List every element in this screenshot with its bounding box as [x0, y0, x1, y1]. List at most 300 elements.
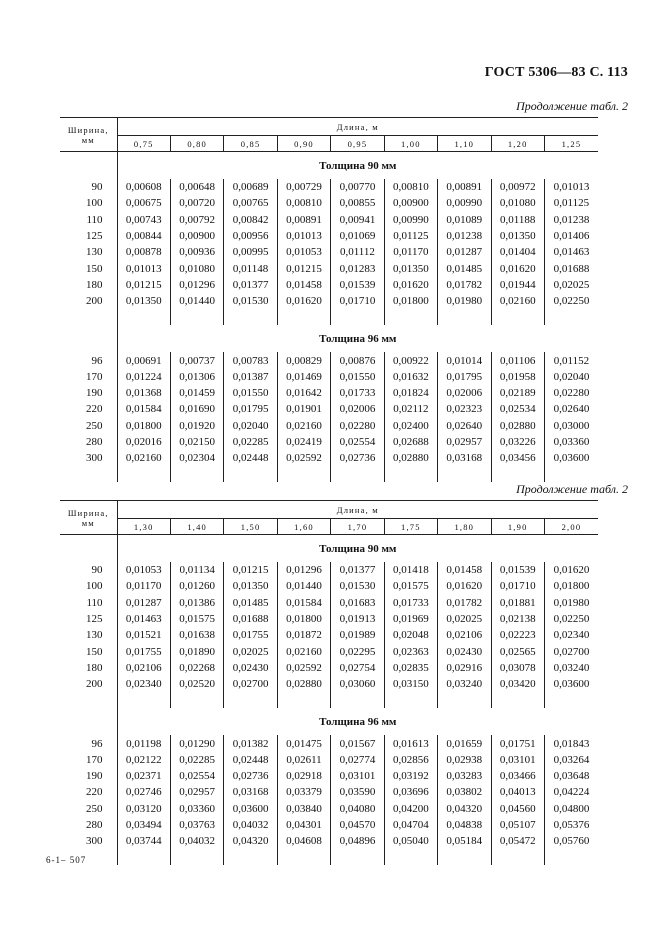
- volume-cell: 0,01800: [384, 293, 437, 309]
- volume-cell: 0,02006: [438, 385, 491, 401]
- table-1-continuation-label: Продолжение табл. 2: [516, 99, 628, 113]
- volume-cell: 0,00765: [224, 195, 277, 211]
- length-value: 0,85: [224, 136, 277, 152]
- volume-cell: 0,01659: [438, 735, 491, 751]
- volume-cell: 0,01620: [491, 260, 544, 276]
- volume-cell: 0,03192: [384, 768, 437, 784]
- volume-cell: 0,02285: [224, 434, 277, 450]
- volume-cell: 0,05107: [491, 817, 544, 833]
- volume-cell: 0,02363: [384, 643, 437, 659]
- volume-cell: 0,01463: [117, 611, 170, 627]
- volume-cell: 0,04560: [491, 801, 544, 817]
- volume-cell: 0,01710: [491, 578, 544, 594]
- volume-cell: 0,02880: [491, 418, 544, 434]
- volume-cell: 0,02700: [553, 645, 590, 658]
- header-row: [60, 118, 598, 136]
- volume-cell: 0,02400: [384, 418, 437, 434]
- volume-cell: 0,02534: [491, 401, 544, 417]
- width-cell: 110: [60, 212, 117, 228]
- volume-cell: 0,00844: [117, 228, 170, 244]
- volume-cell: 0,03264: [553, 753, 590, 766]
- volume-cell: 0,03168: [224, 784, 277, 800]
- length-value: 1,50: [224, 519, 277, 535]
- volume-cell: 0,01287: [438, 244, 491, 260]
- volume-cell: 0,01620: [438, 578, 491, 594]
- volume-cell: 0,01106: [491, 352, 544, 368]
- table-row: [60, 801, 598, 817]
- volume-cell: 0,00810: [384, 179, 437, 195]
- volume-cell: 0,03240: [438, 676, 491, 692]
- volume-cell: 0,02122: [117, 752, 170, 768]
- volume-cell: 0,02640: [438, 418, 491, 434]
- volume-cell: 0,04032: [224, 817, 277, 833]
- volume-cell: 0,03590: [331, 784, 384, 800]
- volume-cell: 0,00675: [117, 195, 170, 211]
- width-label: Ширина,: [67, 507, 109, 518]
- volume-cell: 0,04320: [438, 801, 491, 817]
- length-header: Длина, м: [117, 118, 598, 136]
- volume-cell: 0,04224: [553, 786, 590, 799]
- volume-cell: 0,00936: [170, 244, 223, 260]
- width-cell: 250: [60, 801, 117, 817]
- section-heading-row: [60, 325, 598, 352]
- volume-cell: 0,01125: [384, 228, 437, 244]
- width-unit: мм: [81, 517, 95, 528]
- volume-cell: 0,01198: [117, 735, 170, 751]
- length-header: Длина, м: [117, 501, 598, 519]
- volume-cell: 0,01824: [384, 385, 437, 401]
- table-row: [60, 179, 598, 195]
- section-title: Толщина 90 мм: [319, 159, 397, 172]
- volume-cell: 0,01053: [117, 562, 170, 578]
- volume-cell: 0,01620: [553, 564, 590, 577]
- width-cell: 96: [60, 352, 117, 368]
- length-value: 0,80: [170, 136, 223, 152]
- section-title: Толщина 90 мм: [319, 542, 397, 555]
- volume-cell: 0,00689: [224, 179, 277, 195]
- volume-cell: 0,01125: [553, 197, 590, 210]
- volume-cell: 0,03101: [331, 768, 384, 784]
- volume-cell: 0,02016: [117, 434, 170, 450]
- volume-cell: 0,03150: [384, 676, 437, 692]
- volume-cell: 0,01112: [331, 244, 384, 260]
- width-cell: 100: [60, 195, 117, 211]
- length-values-row: [60, 136, 598, 152]
- section-heading-row: [60, 152, 598, 180]
- volume-cell: 0,04704: [384, 817, 437, 833]
- volume-cell: 0,01013: [277, 228, 330, 244]
- volume-cell: 0,01795: [224, 401, 277, 417]
- volume-cell: 0,00922: [384, 352, 437, 368]
- volume-cell: 0,01290: [170, 735, 223, 751]
- width-cell: 300: [60, 450, 117, 466]
- volume-cell: 0,00995: [224, 244, 277, 260]
- table-row: [60, 385, 598, 401]
- width-cell: 150: [60, 643, 117, 659]
- volume-cell: 0,02736: [224, 768, 277, 784]
- volume-cell: 0,01238: [438, 228, 491, 244]
- width-cell: 130: [60, 627, 117, 643]
- section-heading-row: [60, 708, 598, 735]
- volume-cell: 0,04570: [331, 817, 384, 833]
- volume-cell: 0,01584: [117, 401, 170, 417]
- table-row: [60, 611, 598, 627]
- table-row: [60, 195, 598, 211]
- volume-cell: 0,01755: [117, 643, 170, 659]
- volume-cell: 0,03648: [553, 770, 590, 783]
- volume-cell: 0,04032: [170, 833, 223, 849]
- volume-cell: 0,01901: [277, 401, 330, 417]
- width-header: [60, 118, 117, 152]
- volume-cell: 0,02754: [331, 660, 384, 676]
- volume-cell: 0,00878: [117, 244, 170, 260]
- length-value: 1,80: [438, 519, 491, 535]
- volume-cell: 0,03466: [491, 768, 544, 784]
- volume-cell: 0,01306: [170, 369, 223, 385]
- table-row: [60, 752, 598, 768]
- width-cell: 96: [60, 735, 117, 751]
- volume-cell: 0,02419: [277, 434, 330, 450]
- volume-cell: 0,01800: [117, 418, 170, 434]
- volume-cell: 0,01539: [331, 277, 384, 293]
- volume-cell: 0,03600: [553, 452, 590, 465]
- table-row: [60, 768, 598, 784]
- table-2-continuation-label: Продолжение табл. 2: [516, 482, 628, 496]
- volume-cell: 0,04800: [553, 802, 590, 815]
- volume-cell: 0,03226: [491, 434, 544, 450]
- volume-cell: 0,00792: [170, 212, 223, 228]
- volume-cell: 0,01014: [438, 352, 491, 368]
- volume-cell: 0,01989: [331, 627, 384, 643]
- volume-cell: 0,02340: [553, 629, 590, 642]
- volume-cell: 0,01089: [438, 212, 491, 228]
- volume-cell: 0,01800: [553, 580, 590, 593]
- table-row: [60, 434, 598, 450]
- volume-cell: 0,02160: [491, 293, 544, 309]
- volume-cell: 0,01980: [438, 293, 491, 309]
- volume-cell: 0,02938: [438, 752, 491, 768]
- volume-cell: 0,01920: [170, 418, 223, 434]
- volume-cell: 0,01418: [384, 562, 437, 578]
- header-row: [60, 501, 598, 519]
- volume-cell: 0,02025: [224, 643, 277, 659]
- volume-cell: 0,01170: [117, 578, 170, 594]
- width-cell: 125: [60, 228, 117, 244]
- volume-cell: 0,02430: [438, 643, 491, 659]
- table-row: [60, 277, 598, 293]
- width-cell: 170: [60, 369, 117, 385]
- section-title: Толщина 96 мм: [319, 715, 397, 728]
- volume-cell: 0,02223: [491, 627, 544, 643]
- volume-cell: 0,02520: [170, 676, 223, 692]
- volume-cell: 0,05760: [553, 835, 590, 848]
- length-value: 1,60: [277, 519, 330, 535]
- volume-cell: 0,02160: [277, 418, 330, 434]
- width-cell: 200: [60, 293, 117, 309]
- volume-cell: 0,01377: [224, 277, 277, 293]
- volume-cell: 0,01069: [331, 228, 384, 244]
- volume-cell: 0,03420: [491, 676, 544, 692]
- volume-cell: 0,03000: [553, 419, 590, 432]
- volume-cell: 0,01688: [224, 611, 277, 627]
- width-label: Ширина,: [67, 124, 109, 135]
- volume-cell: 0,02138: [491, 611, 544, 627]
- volume-cell: 0,02250: [553, 613, 590, 626]
- volume-cell: 0,02688: [384, 434, 437, 450]
- table-row: [60, 784, 598, 800]
- width-cell: 180: [60, 660, 117, 676]
- volume-cell: 0,01224: [117, 369, 170, 385]
- volume-cell: 0,02700: [224, 676, 277, 692]
- width-header: [60, 501, 117, 535]
- length-value: 0,95: [331, 136, 384, 152]
- volume-cell: 0,01944: [491, 277, 544, 293]
- volume-cell: 0,01550: [331, 369, 384, 385]
- volume-cell: 0,02295: [331, 643, 384, 659]
- volume-cell: 0,01382: [224, 735, 277, 751]
- volume-cell: 0,02957: [438, 434, 491, 450]
- volume-cell: 0,03240: [553, 661, 590, 674]
- volume-cell: 0,01215: [224, 562, 277, 578]
- volume-cell: 0,03763: [170, 817, 223, 833]
- volume-cell: 0,01013: [117, 260, 170, 276]
- volume-cell: 0,00829: [277, 352, 330, 368]
- volume-cell: 0,00990: [384, 212, 437, 228]
- volume-cell: 0,05472: [491, 833, 544, 849]
- table-row: [60, 817, 598, 833]
- volume-cell: 0,02774: [331, 752, 384, 768]
- volume-cell: 0,02880: [384, 450, 437, 466]
- spacer-row: [60, 466, 598, 482]
- volume-cell: 0,01485: [438, 260, 491, 276]
- volume-cell: 0,01843: [553, 737, 590, 750]
- volume-cell: 0,01350: [117, 293, 170, 309]
- width-cell: 90: [60, 562, 117, 578]
- volume-cell: 0,00720: [170, 195, 223, 211]
- section-title: Толщина 96 мм: [319, 332, 397, 345]
- width-cell: 200: [60, 676, 117, 692]
- volume-cell: 0,01690: [170, 401, 223, 417]
- width-cell: 90: [60, 179, 117, 195]
- volume-cell: 0,02880: [277, 676, 330, 692]
- volume-cell: 0,01539: [491, 562, 544, 578]
- length-value: 1,70: [331, 519, 384, 535]
- volume-cell: 0,01800: [277, 611, 330, 627]
- length-value: 1,00: [384, 136, 437, 152]
- volume-cell: 0,01782: [438, 595, 491, 611]
- volume-cell: 0,02025: [553, 278, 590, 291]
- table-row: [60, 260, 598, 276]
- volume-cell: 0,01152: [553, 354, 590, 367]
- volume-cell: 0,02150: [170, 434, 223, 450]
- volume-cell: 0,00990: [438, 195, 491, 211]
- table-row: [60, 401, 598, 417]
- volume-cell: 0,01386: [170, 595, 223, 611]
- volume-cell: 0,01575: [384, 578, 437, 594]
- length-value: 2,00: [544, 519, 598, 535]
- volume-cell: 0,01469: [277, 369, 330, 385]
- volume-cell: 0,01080: [491, 195, 544, 211]
- volume-cell: 0,01458: [438, 562, 491, 578]
- volume-cell: 0,02304: [170, 450, 223, 466]
- volume-cell: 0,03744: [117, 833, 170, 849]
- volume-cell: 0,04301: [277, 817, 330, 833]
- volume-cell: 0,00737: [170, 352, 223, 368]
- volume-cell: 0,01613: [384, 735, 437, 751]
- volume-cell: 0,01485: [224, 595, 277, 611]
- length-value: 1,40: [170, 519, 223, 535]
- volume-cell: 0,03840: [277, 801, 330, 817]
- volume-cell: 0,01463: [553, 246, 590, 259]
- volume-cell: 0,04608: [277, 833, 330, 849]
- length-value: 1,75: [384, 519, 437, 535]
- volume-cell: 0,01053: [277, 244, 330, 260]
- volume-cell: 0,01406: [553, 230, 590, 243]
- volume-cell: 0,00891: [277, 212, 330, 228]
- table-row: [60, 369, 598, 385]
- volume-cell: 0,01013: [553, 181, 590, 194]
- volume-cell: 0,01260: [170, 578, 223, 594]
- volume-cell: 0,04080: [331, 801, 384, 817]
- volume-cell: 0,01404: [491, 244, 544, 260]
- volume-cell: 0,01642: [277, 385, 330, 401]
- volume-cell: 0,01733: [384, 595, 437, 611]
- table-row: [60, 595, 598, 611]
- width-cell: 150: [60, 260, 117, 276]
- width-cell: 280: [60, 434, 117, 450]
- length-value: 1,10: [438, 136, 491, 152]
- volume-cell: 0,01287: [117, 595, 170, 611]
- volume-cell: 0,02371: [117, 768, 170, 784]
- volume-cell: 0,01620: [277, 293, 330, 309]
- volume-cell: 0,01567: [331, 735, 384, 751]
- volume-cell: 0,02040: [553, 370, 590, 383]
- volume-cell: 0,01458: [277, 277, 330, 293]
- table-row: [60, 643, 598, 659]
- length-value: 0,90: [277, 136, 330, 152]
- length-value: 1,25: [544, 136, 598, 152]
- volume-cell: 0,03060: [331, 676, 384, 692]
- volume-cell: 0,03101: [491, 752, 544, 768]
- table-row: [60, 244, 598, 260]
- table-row: [60, 212, 598, 228]
- table-row: [60, 418, 598, 434]
- volume-cell: 0,02189: [491, 385, 544, 401]
- volume-cell: 0,02285: [170, 752, 223, 768]
- volume-cell: 0,03802: [438, 784, 491, 800]
- volume-cell: 0,03120: [117, 801, 170, 817]
- volume-cell: 0,01296: [277, 562, 330, 578]
- volume-cell: 0,00691: [117, 352, 170, 368]
- volume-cell: 0,01980: [553, 596, 590, 609]
- volume-cell: 0,01530: [224, 293, 277, 309]
- spacer-row: [60, 849, 598, 865]
- volume-cell: 0,01795: [438, 369, 491, 385]
- volume-cell: 0,01459: [170, 385, 223, 401]
- table-row: [60, 833, 598, 849]
- volume-cell: 0,02112: [384, 401, 437, 417]
- volume-cell: 0,01530: [331, 578, 384, 594]
- volume-cell: 0,05376: [553, 819, 590, 831]
- volume-cell: 0,03696: [384, 784, 437, 800]
- spacer-row: [60, 309, 598, 325]
- table-row: [60, 562, 598, 578]
- volume-cell: 0,02554: [331, 434, 384, 450]
- volume-cell: 0,02640: [553, 403, 590, 416]
- volume-cell: 0,01377: [331, 562, 384, 578]
- volume-cell: 0,01733: [331, 385, 384, 401]
- width-cell: 190: [60, 768, 117, 784]
- volume-cell: 0,02323: [438, 401, 491, 417]
- volume-cell: 0,02040: [224, 418, 277, 434]
- volume-cell: 0,04200: [384, 801, 437, 817]
- volume-cell: 0,02592: [277, 660, 330, 676]
- volume-cell: 0,01584: [277, 595, 330, 611]
- length-value: 1,30: [117, 519, 170, 535]
- volume-cell: 0,00842: [224, 212, 277, 228]
- page-footer: 6-1– 507: [46, 855, 87, 865]
- table-row: [60, 352, 598, 368]
- section-heading-row: [60, 535, 598, 563]
- volume-cell: 0,01134: [170, 562, 223, 578]
- volume-cell: 0,01969: [384, 611, 437, 627]
- volume-cell: 0,01632: [384, 369, 437, 385]
- volume-cell: 0,00956: [224, 228, 277, 244]
- volume-cell: 0,02106: [117, 660, 170, 676]
- volume-cell: 0,04013: [491, 784, 544, 800]
- table-row: [60, 676, 598, 692]
- volume-cell: 0,01683: [331, 595, 384, 611]
- volume-cell: 0,00855: [331, 195, 384, 211]
- volume-cell: 0,01521: [117, 627, 170, 643]
- volume-cell: 0,01710: [331, 293, 384, 309]
- volume-cell: 0,01751: [491, 735, 544, 751]
- length-values-row: [60, 519, 598, 535]
- volume-cell: 0,04896: [331, 833, 384, 849]
- volume-cell: 0,01215: [117, 277, 170, 293]
- volume-cell: 0,02048: [384, 627, 437, 643]
- dimension-table-1: [60, 117, 598, 482]
- volume-cell: 0,02280: [553, 387, 590, 400]
- volume-cell: 0,01913: [331, 611, 384, 627]
- volume-cell: 0,04320: [224, 833, 277, 849]
- volume-cell: 0,00810: [277, 195, 330, 211]
- volume-cell: 0,03600: [224, 801, 277, 817]
- volume-cell: 0,01688: [553, 262, 590, 275]
- volume-cell: 0,04838: [438, 817, 491, 833]
- volume-cell: 0,01638: [170, 627, 223, 643]
- table-row: [60, 627, 598, 643]
- width-cell: 110: [60, 595, 117, 611]
- volume-cell: 0,01170: [384, 244, 437, 260]
- volume-cell: 0,01550: [224, 385, 277, 401]
- width-cell: 125: [60, 611, 117, 627]
- width-cell: 220: [60, 401, 117, 417]
- volume-cell: 0,00941: [331, 212, 384, 228]
- volume-cell: 0,03600: [553, 678, 590, 691]
- volume-cell: 0,01215: [277, 260, 330, 276]
- length-value: 1,90: [491, 519, 544, 535]
- volume-cell: 0,02856: [384, 752, 437, 768]
- volume-cell: 0,00900: [170, 228, 223, 244]
- spacer-row: [60, 692, 598, 708]
- volume-cell: 0,02280: [331, 418, 384, 434]
- table-row: [60, 660, 598, 676]
- volume-cell: 0,00729: [277, 179, 330, 195]
- volume-cell: 0,02160: [277, 643, 330, 659]
- volume-cell: 0,05184: [438, 833, 491, 849]
- volume-cell: 0,00648: [170, 179, 223, 195]
